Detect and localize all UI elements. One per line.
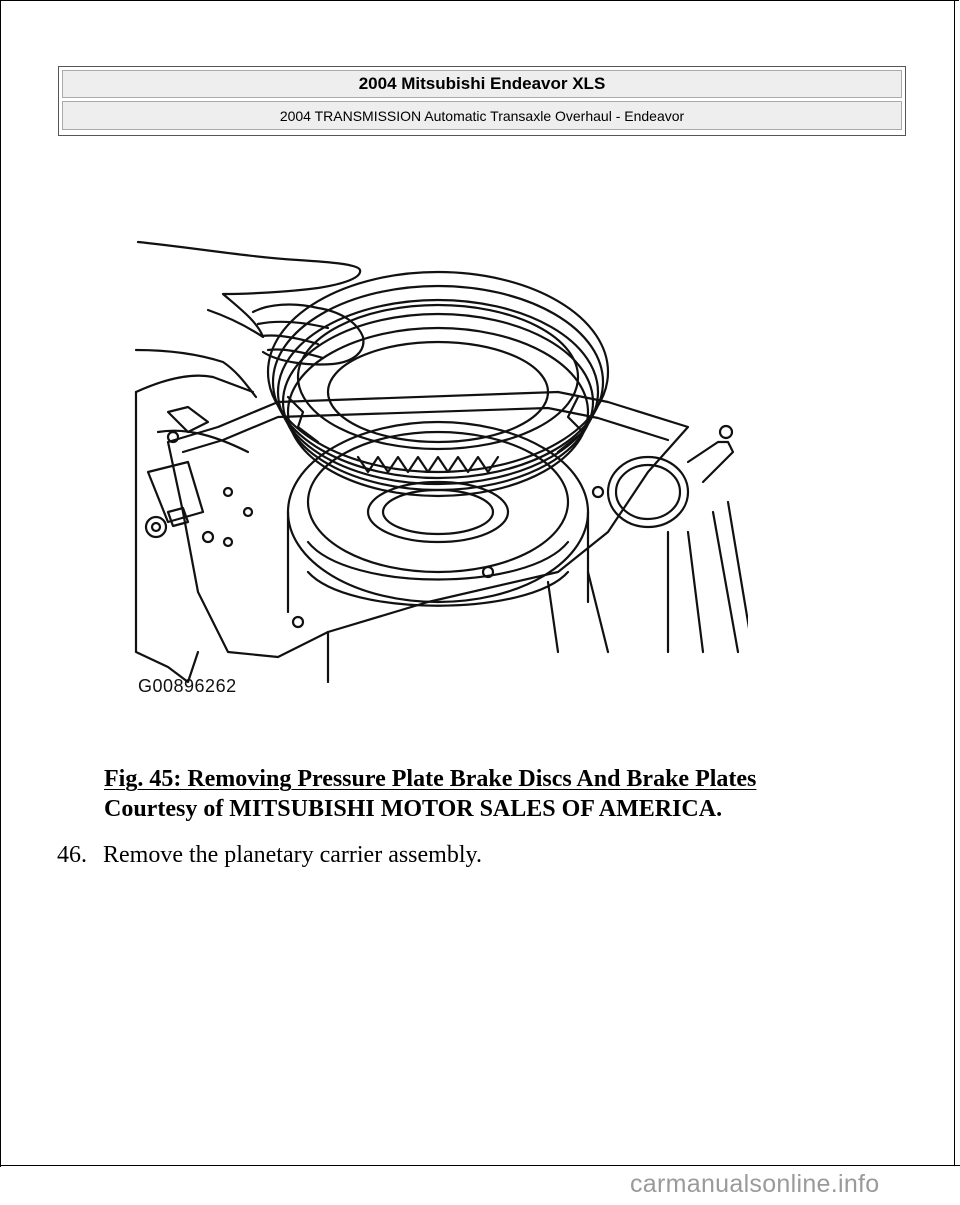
figure-code: G00896262 bbox=[138, 676, 237, 696]
bottom-border bbox=[0, 1165, 960, 1166]
step-text: Remove the planetary carrier assembly. bbox=[103, 842, 482, 868]
document-header bbox=[58, 66, 906, 136]
figure-caption bbox=[104, 764, 756, 824]
transmission-illustration bbox=[128, 212, 748, 702]
section-title: 2004 TRANSMISSION Automatic Transaxle Overhaul - Endeavor bbox=[62, 101, 902, 130]
site-watermark: carmanualsonline.info bbox=[630, 1170, 880, 1198]
figure-credit: Courtesy of MITSUBISHI MOTOR SALES OF AMERICA. bbox=[104, 796, 723, 822]
figure-title-link[interactable]: Fig. 45: Removing Pressure Plate Brake Discs And Brake Plates bbox=[104, 766, 757, 792]
right-border bbox=[954, 0, 955, 1166]
vehicle-title: 2004 Mitsubishi Endeavor XLS bbox=[62, 70, 902, 98]
step-number: 46. bbox=[57, 842, 87, 868]
procedure-step bbox=[57, 842, 482, 869]
